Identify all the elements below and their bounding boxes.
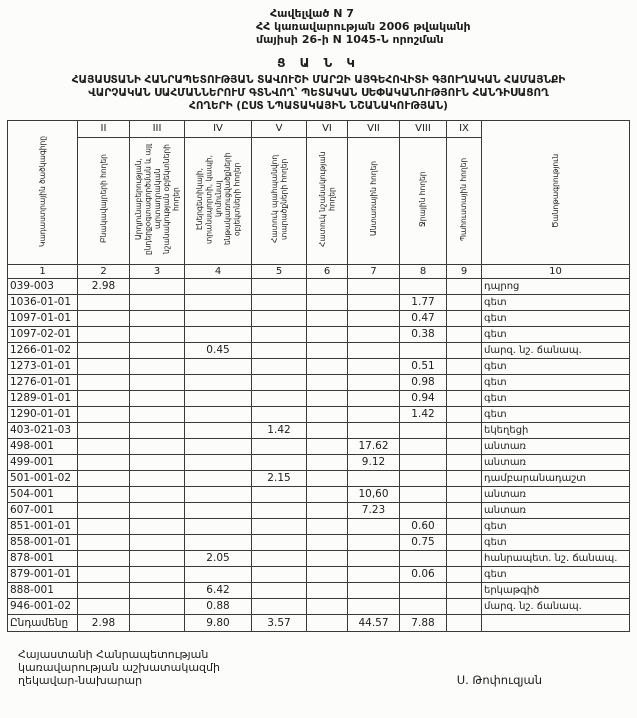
cadastral-code-cell: 878-001 (8, 550, 78, 566)
column-number: 1 (8, 264, 78, 278)
cadastral-code-cell: 504-001 (8, 486, 78, 502)
cadastral-code-cell: 1276-01-01 (8, 374, 78, 390)
area-value-cell (348, 566, 400, 582)
area-value-cell (447, 454, 482, 470)
roman-header-iii: III (130, 120, 185, 137)
area-value-cell (447, 358, 482, 374)
area-value-cell (130, 470, 185, 486)
area-value-cell (348, 326, 400, 342)
roman-header-viii: VIII (400, 120, 447, 137)
column-number: 6 (307, 264, 348, 278)
area-value-cell (307, 502, 348, 518)
area-value-cell (185, 534, 252, 550)
signatory-line-2: կառավարության աշխատակազմի (18, 661, 220, 675)
area-value-cell (252, 486, 307, 502)
cadastral-code-cell: 403-021-03 (8, 422, 78, 438)
table-row (8, 486, 630, 502)
total-value-cell (307, 614, 348, 631)
area-value-cell (447, 390, 482, 406)
area-value-cell (185, 502, 252, 518)
column-number: 5 (252, 264, 307, 278)
area-value-cell (78, 390, 130, 406)
area-value-cell (252, 342, 307, 358)
signatory-line-3: ղեկավար-նախարար (18, 674, 143, 688)
table-row (8, 534, 630, 550)
area-value-cell (447, 502, 482, 518)
area-value-cell (348, 550, 400, 566)
area-value-cell (130, 502, 185, 518)
area-value-cell (307, 534, 348, 550)
area-value-cell: 0.88 (185, 598, 252, 614)
area-value-cell (307, 438, 348, 454)
area-value-cell (400, 422, 447, 438)
area-value-cell (348, 342, 400, 358)
area-value-cell (252, 390, 307, 406)
area-value-cell (400, 454, 447, 470)
area-value-cell (130, 390, 185, 406)
note-cell: գետ (482, 534, 630, 550)
area-value-cell (185, 278, 252, 294)
area-value-cell (307, 406, 348, 422)
roman-header-ix: IX (447, 120, 482, 137)
water-lands-header: Ջրային հողեր (418, 171, 428, 228)
roman-header-vii: VII (348, 120, 400, 137)
area-value-cell: 0.60 (400, 518, 447, 534)
area-value-cell (78, 534, 130, 550)
title-line-3: ՀՈՂԵՐԻ (ԸՍՏ ՆՊԱՏԱԿԱՅԻՆ ՆՇԱՆԱԿՈՒԹՅԱՆ) (189, 99, 448, 112)
table-row (8, 390, 630, 406)
area-value-cell (348, 598, 400, 614)
column-number: 7 (348, 264, 400, 278)
area-value-cell (307, 550, 348, 566)
area-value-cell (185, 358, 252, 374)
area-value-cell (447, 470, 482, 486)
area-value-cell: 7.23 (348, 502, 400, 518)
area-value-cell (78, 550, 130, 566)
area-value-cell: 0.75 (400, 534, 447, 550)
area-value-cell (130, 598, 185, 614)
area-value-cell (447, 534, 482, 550)
area-value-cell (252, 550, 307, 566)
area-value-cell (307, 310, 348, 326)
area-value-cell (307, 390, 348, 406)
area-value-cell (252, 326, 307, 342)
area-value-cell (78, 454, 130, 470)
area-value-cell (78, 438, 130, 454)
area-value-cell (130, 518, 185, 534)
notes-header: Ծանոթագրություն (550, 153, 560, 228)
table-footer (8, 614, 630, 631)
cadastral-code-cell: 1097-02-01 (8, 326, 78, 342)
area-value-cell: 1.42 (252, 422, 307, 438)
table-body (8, 278, 630, 614)
area-value-cell (447, 342, 482, 358)
cadastral-code-cell: 888-001 (8, 582, 78, 598)
total-note-cell (482, 614, 630, 631)
table-row (8, 406, 630, 422)
area-value-cell (252, 518, 307, 534)
area-value-cell (447, 598, 482, 614)
area-value-cell: 0.98 (400, 374, 447, 390)
area-value-cell (307, 470, 348, 486)
area-value-cell (400, 438, 447, 454)
table-row (8, 438, 630, 454)
cadastral-code-header: Կադաստրային ծածկագիրը (37, 135, 47, 247)
area-value-cell: 0.45 (185, 342, 252, 358)
area-value-cell (130, 438, 185, 454)
column-number: 8 (400, 264, 447, 278)
total-value-cell: 9.80 (185, 614, 252, 631)
cadastral-code-cell: 498-001 (8, 438, 78, 454)
area-value-cell (252, 278, 307, 294)
note-cell: անտառ (482, 486, 630, 502)
area-value-cell (447, 566, 482, 582)
area-value-cell (78, 566, 130, 582)
area-value-cell (130, 358, 185, 374)
area-value-cell (447, 486, 482, 502)
area-value-cell: 0.94 (400, 390, 447, 406)
table-row (8, 518, 630, 534)
area-value-cell (447, 518, 482, 534)
area-value-cell (447, 294, 482, 310)
annex-number: Հավելված N 7 (270, 7, 354, 20)
area-value-cell (185, 454, 252, 470)
area-value-cell (400, 470, 447, 486)
area-value-cell (348, 470, 400, 486)
roman-header-vi: VI (307, 120, 348, 137)
total-value-cell (130, 614, 185, 631)
area-value-cell: 9.12 (348, 454, 400, 470)
area-value-cell (447, 422, 482, 438)
area-value-cell (307, 374, 348, 390)
area-value-cell (78, 518, 130, 534)
area-value-cell: 1.77 (400, 294, 447, 310)
total-label: Ընդամենը (8, 614, 78, 631)
note-cell: գետ (482, 358, 630, 374)
title-line-2: ՎԱՐՉԱԿԱՆ ՍԱՀՄԱՆՆԵՐՈՒՄ ԳՏՆՎՈՂ՝ ՊԵՏԱԿԱՆ ՍԵՓԱԿԱՆՈՒԹՅՈՒՆ ՀԱՆԴԻՍԱՑՈՂ (88, 86, 549, 99)
area-value-cell (307, 342, 348, 358)
total-value-cell: 2.98 (78, 614, 130, 631)
area-value-cell: 2.15 (252, 470, 307, 486)
area-value-cell (252, 310, 307, 326)
area-value-cell (348, 374, 400, 390)
area-value-cell (78, 582, 130, 598)
total-value-cell: 3.57 (252, 614, 307, 631)
area-value-cell (307, 358, 348, 374)
area-value-cell (185, 438, 252, 454)
area-value-cell (130, 566, 185, 582)
cadastral-code-cell: 1290-01-01 (8, 406, 78, 422)
total-row (8, 614, 630, 631)
area-value-cell (447, 406, 482, 422)
area-value-cell (252, 454, 307, 470)
column-number: 9 (447, 264, 482, 278)
area-value-cell (185, 390, 252, 406)
note-cell: դպրոց (482, 278, 630, 294)
note-cell: մարզ. նշ. ճանապ. (482, 598, 630, 614)
industrial-lands-header: Արդյունաբերության, ընդերքօգտագործման և այլ արտադրական նշանակության օբյեկտների հողեր (133, 143, 181, 255)
area-value-cell (185, 326, 252, 342)
area-value-cell (185, 470, 252, 486)
area-value-cell (307, 566, 348, 582)
table-row (8, 566, 630, 582)
area-value-cell (400, 502, 447, 518)
cadastral-code-cell: 1266-01-02 (8, 342, 78, 358)
signature-block (18, 648, 542, 688)
area-value-cell (130, 310, 185, 326)
area-value-cell (78, 358, 130, 374)
area-value-cell (252, 406, 307, 422)
cadastral-code-cell: 499-001 (8, 454, 78, 470)
total-value-cell: 7.88 (400, 614, 447, 631)
area-value-cell: 0.06 (400, 566, 447, 582)
land-parcels-table (7, 120, 630, 632)
cadastral-code-cell: 1273-01-01 (8, 358, 78, 374)
cadastral-code-cell: 607-001 (8, 502, 78, 518)
area-value-cell (252, 294, 307, 310)
table-row (8, 294, 630, 310)
column-number: 10 (482, 264, 630, 278)
area-value-cell (78, 422, 130, 438)
column-number-row (8, 264, 630, 278)
note-cell: անտառ (482, 438, 630, 454)
area-value-cell (78, 406, 130, 422)
area-value-cell (185, 406, 252, 422)
note-cell: անտառ (482, 454, 630, 470)
area-value-cell (78, 598, 130, 614)
title-heading: Ց Ա Ն Կ (277, 55, 360, 70)
table-row (8, 358, 630, 374)
area-value-cell: 0.51 (400, 358, 447, 374)
area-value-cell (252, 566, 307, 582)
area-value-cell (447, 374, 482, 390)
area-value-cell (348, 406, 400, 422)
area-value-cell (307, 278, 348, 294)
area-value-cell (78, 502, 130, 518)
area-value-cell (78, 342, 130, 358)
cadastral-code-cell: 879-001-01 (8, 566, 78, 582)
area-value-cell (185, 310, 252, 326)
area-value-cell (130, 294, 185, 310)
area-value-cell (78, 486, 130, 502)
area-value-cell (348, 390, 400, 406)
roman-header-ii: II (78, 120, 130, 137)
area-value-cell: 17.62 (348, 438, 400, 454)
area-value-cell (400, 342, 447, 358)
area-value-cell (185, 374, 252, 390)
area-value-cell (400, 598, 447, 614)
area-value-cell (185, 422, 252, 438)
area-value-cell (400, 550, 447, 566)
infrastructure-lands-header: Էներգետիկայի, տրանսպորտի, կապի, կոմունալ ենթակառուցվածքների օբյեկտների հողեր (194, 153, 242, 246)
page-title (0, 56, 637, 113)
area-value-cell (185, 566, 252, 582)
area-value-cell (78, 374, 130, 390)
table-row (8, 502, 630, 518)
area-value-cell (447, 550, 482, 566)
area-value-cell (307, 486, 348, 502)
area-value-cell (130, 326, 185, 342)
annex-decree-number: մայիսի 26-ի N 1045-Ն որոշման (256, 32, 444, 46)
annex-decree-year: ՀՀ կառավարության 2006 թվականի (256, 19, 471, 33)
area-value-cell: 2.05 (185, 550, 252, 566)
note-cell: դամբարանադաշտ (482, 470, 630, 486)
cadastral-code-cell: 501-001-02 (8, 470, 78, 486)
area-value-cell (307, 326, 348, 342)
note-cell: եկեղեցի (482, 422, 630, 438)
note-cell: գետ (482, 374, 630, 390)
table-row (8, 278, 630, 294)
table-row (8, 470, 630, 486)
area-value-cell (447, 582, 482, 598)
note-cell: երկաթգիծ (482, 582, 630, 598)
title-line-1: ՀԱՅԱՍՏԱՆԻ ՀԱՆՐԱՊԵՏՈՒԹՅԱՆ ՏԱՎՈՒՇԻ ՄԱՐԶԻ ԱՅԳԵՀՈՎԻՏԻ ԳՅՈՒՂԱԿԱՆ ՀԱՄԱՅՆՔԻ (71, 73, 566, 86)
table-header (8, 120, 630, 278)
area-value-cell (307, 582, 348, 598)
note-cell: հանրապետ. նշ. ճանապ. (482, 550, 630, 566)
table-row (8, 374, 630, 390)
note-cell: գետ (482, 406, 630, 422)
area-value-cell (252, 358, 307, 374)
area-value-cell (348, 278, 400, 294)
signatory-line-1: Հայաստանի Հանրապետության (18, 647, 209, 661)
area-value-cell (130, 454, 185, 470)
area-value-cell (130, 550, 185, 566)
area-value-cell (252, 502, 307, 518)
area-value-cell (78, 310, 130, 326)
area-value-cell (400, 582, 447, 598)
area-value-cell (348, 358, 400, 374)
cadastral-code-cell: 851-001-01 (8, 518, 78, 534)
area-value-cell (78, 326, 130, 342)
table-row (8, 422, 630, 438)
annex-reference (256, 0, 637, 47)
cadastral-code-cell: 039-003 (8, 278, 78, 294)
area-value-cell (130, 422, 185, 438)
area-value-cell (130, 406, 185, 422)
note-cell: մարզ. նշ. ճանապ. (482, 342, 630, 358)
area-value-cell (130, 582, 185, 598)
area-value-cell (130, 342, 185, 358)
area-value-cell (307, 598, 348, 614)
area-value-cell (400, 486, 447, 502)
area-value-cell (185, 486, 252, 502)
area-value-cell (307, 422, 348, 438)
cadastral-code-cell: 1289-01-01 (8, 390, 78, 406)
note-cell: գետ (482, 310, 630, 326)
cadastral-code-cell: 1097-01-01 (8, 310, 78, 326)
special-purpose-lands-header: Հատուկ նշանակության հողեր (317, 151, 336, 248)
area-value-cell (447, 326, 482, 342)
area-value-cell (252, 534, 307, 550)
note-cell: անտառ (482, 502, 630, 518)
note-cell: գետ (482, 566, 630, 582)
area-value-cell (400, 278, 447, 294)
table-row (8, 598, 630, 614)
area-value-cell (307, 454, 348, 470)
column-number: 2 (78, 264, 130, 278)
cadastral-code-cell: 858-001-01 (8, 534, 78, 550)
table-row (8, 326, 630, 342)
area-value-cell (130, 486, 185, 502)
area-value-cell (252, 438, 307, 454)
note-cell: գետ (482, 294, 630, 310)
signatory-title (18, 648, 220, 688)
table-row (8, 582, 630, 598)
area-value-cell (252, 598, 307, 614)
table-row (8, 550, 630, 566)
area-value-cell (130, 534, 185, 550)
area-value-cell: 0.38 (400, 326, 447, 342)
roman-numeral-row (8, 120, 630, 137)
reserve-lands-header: Պահուստային հողեր (459, 157, 469, 241)
table-row (8, 342, 630, 358)
area-value-cell: 2.98 (78, 278, 130, 294)
table-row (8, 454, 630, 470)
area-value-cell (348, 294, 400, 310)
table-row (8, 310, 630, 326)
area-value-cell (185, 518, 252, 534)
area-value-cell (348, 534, 400, 550)
area-value-cell (130, 374, 185, 390)
area-value-cell (307, 518, 348, 534)
area-value-cell: 0.47 (400, 310, 447, 326)
column-number: 3 (130, 264, 185, 278)
area-value-cell (252, 374, 307, 390)
area-value-cell (252, 582, 307, 598)
cadastral-code-cell: 1036-01-01 (8, 294, 78, 310)
note-cell: գետ (482, 518, 630, 534)
area-value-cell (348, 582, 400, 598)
area-value-cell (348, 422, 400, 438)
forest-lands-header: Անտառային հողեր (368, 161, 378, 237)
area-value-cell (130, 278, 185, 294)
area-value-cell: 10,60 (348, 486, 400, 502)
area-value-cell: 6.42 (185, 582, 252, 598)
cadastral-code-cell: 946-001-02 (8, 598, 78, 614)
area-value-cell (447, 278, 482, 294)
area-value-cell (348, 310, 400, 326)
note-cell: գետ (482, 326, 630, 342)
area-value-cell (447, 310, 482, 326)
note-cell: գետ (482, 390, 630, 406)
area-value-cell (307, 294, 348, 310)
roman-header-v: V (252, 120, 307, 137)
area-value-cell: 1.42 (400, 406, 447, 422)
area-value-cell (78, 294, 130, 310)
total-value-cell: 44.57 (348, 614, 400, 631)
roman-header-iv: IV (185, 120, 252, 137)
area-value-cell (185, 294, 252, 310)
total-value-cell (447, 614, 482, 631)
area-value-cell (447, 438, 482, 454)
signature-name: Ս. Թոփուզյան (456, 672, 542, 687)
protected-lands-header: Հատուկ պահպանվող տարածքների հողեր (269, 155, 288, 244)
area-value-cell (78, 470, 130, 486)
column-number: 4 (185, 264, 252, 278)
settlement-lands-header: Բնակավայրերի հողեր (98, 154, 108, 244)
area-value-cell (348, 518, 400, 534)
